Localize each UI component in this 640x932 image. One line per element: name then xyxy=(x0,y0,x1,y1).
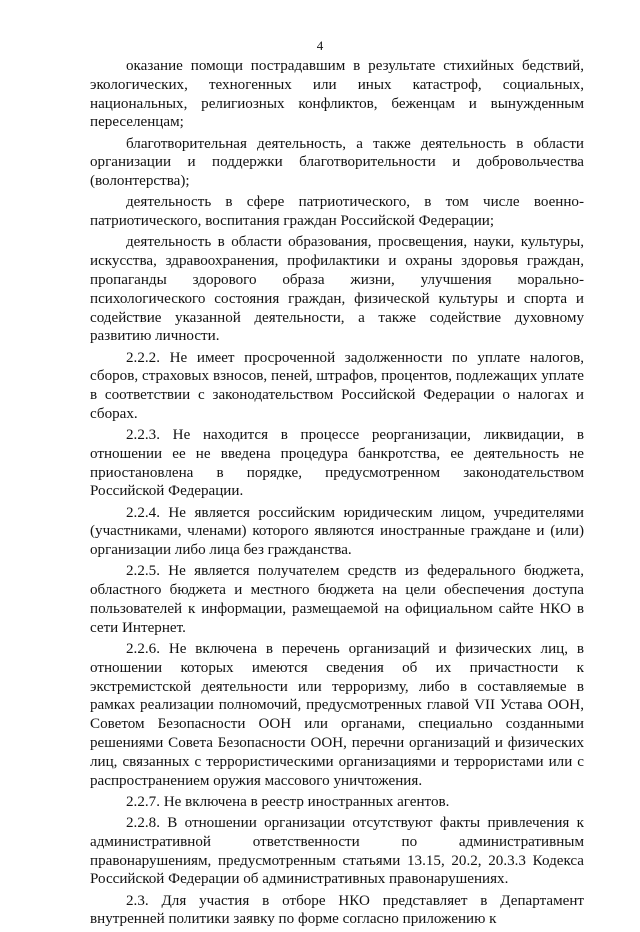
clause-2-2-8: 2.2.8. В отношении организации отсутствуют факты привлечения к административной ответственности по административным правонарушениям, предусмотренным статьями 13.15, 20.2, 20.3.3 Кодекса Российской Федерации об административных правонарушениях. xyxy=(90,814,584,888)
document-body xyxy=(90,57,584,932)
paragraph-patriotic: деятельность в сфере патриотического, в том числе военно-патриотического, воспитания граждан Российской Федерации; xyxy=(90,194,584,230)
clause-2-2-7: 2.2.7. Не включена в реестр иностранных агентов. xyxy=(126,793,450,810)
clause-2-2-5: 2.2.5. Не является получателем средств из федерального бюджета, областного бюджета и местного бюджета на цели обеспечения доступа пользователей к информации, размещаемой на официальном сайте НКО в сети Интернет. xyxy=(90,563,584,636)
clause-2-3: 2.3. Для участия в отборе НКО представляет в Департамент внутренней политики заявку по форме согласно приложению к xyxy=(90,892,584,928)
paragraph-charity: благотворительная деятельность, а также деятельность в области организации и поддержки благотворительности и добровольчества (волонтерства); xyxy=(90,135,584,190)
clause-2-2-6: 2.2.6. Не включена в перечень организаций и физических лиц, в отношении которых имеются сведения об их причастности к экстремистской деятельности или терроризму, либо в составляемые в рамках реализации полномочий, предусмотренных главой VII Устава ООН, Советом Безопасности ООН или органами, специально созданными решениями Совета Безопасности ООН, перечни организаций и физических лиц, связанных с террористическими организациями и террористами или с распространением оружия массового уничтожения. xyxy=(90,641,584,789)
paragraph-education-culture: деятельность в области образования, просвещения, науки, культуры, искусства, здравоохранения, профилактики и охраны здоровья граждан, пропаганды здорового образа жизни, улучшения морально-психологического состояния граждан, физической культуры и спорта и содействие указанной деятельности, а также содействие духовному развитию личности. xyxy=(90,234,584,345)
page-number: 4 xyxy=(316,38,324,53)
clause-2-2-3: 2.2.3. Не находится в процессе реорганизации, ликвидации, в отношении ее не введена процедура банкротства, ее деятельность не приостановлена в порядке, предусмотренном законодательством Российской Федерации. xyxy=(90,427,584,500)
paragraph-disaster-aid: оказание помощи пострадавшим в результате стихийных бедствий, экологических, техногенных или иных катастроф, социальных, национальных, религиозных конфликтов, беженцам и вынужденным переселенцам; xyxy=(90,58,584,131)
clause-2-2-2: 2.2.2. Не имеет просроченной задолженности по уплате налогов, сборов, страховых взносов, пеней, штрафов, процентов, подлежащих уплате в соответствии с законодательством Российской Федерации о налогах и сборах. xyxy=(90,349,584,422)
clause-2-2-4: 2.2.4. Не является российским юридическим лицом, учредителями (участниками, членами) которого являются иностранные граждане и (или) организации либо лица без гражданства. xyxy=(90,504,584,559)
